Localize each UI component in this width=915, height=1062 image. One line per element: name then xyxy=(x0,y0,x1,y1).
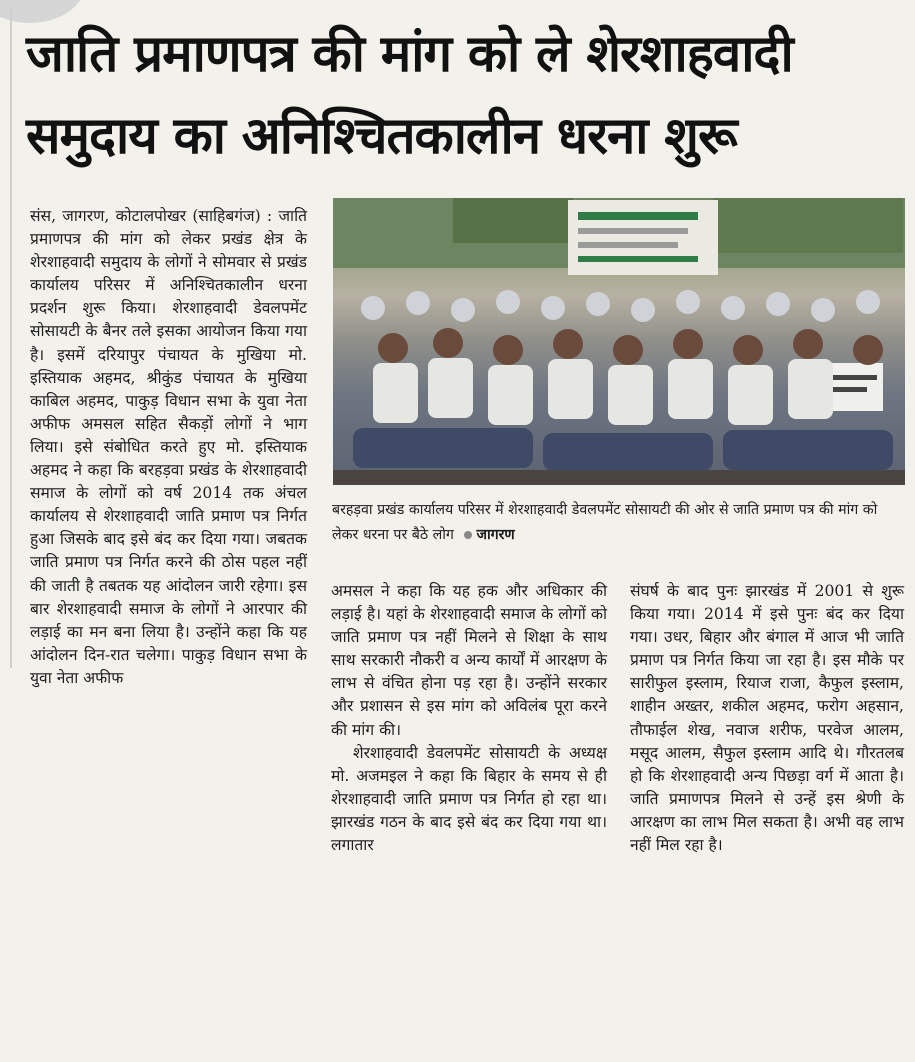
headline xyxy=(26,14,906,178)
photo-caption xyxy=(332,498,907,548)
article-column-1 xyxy=(30,205,307,690)
credit-bullet-icon xyxy=(464,531,472,539)
article-column-2 xyxy=(331,580,607,857)
headline-line-2: समुदाय का अनिश्चितकालीन धरना शुरू xyxy=(26,107,737,166)
article-column-3 xyxy=(630,580,904,857)
article-paragraph: अमसल ने कहा कि यह हक और अधिकार की लड़ाई है। यहां के शेरशाहवादी समाज के लोगों को जाति प्रमाण पत्र नहीं मिलने से शिक्षा के साथ साथ सरकारी नौकरी व अन्य कार्यों में आरक्षण के लाभ से वंचित होना पड़ रहा है। उन्होंने सरकार और प्रशासन से इस मांग को अविलंब पूरा करने की मांग की। xyxy=(331,582,607,739)
protest-photo-illustration xyxy=(333,198,905,485)
article-paragraph: संघर्ष के बाद पुनः झारखंड में 2001 से शुरू किया गया। 2014 में इसे पुनः बंद कर दिया गया। उधर, बिहार और बंगाल में आज भी जाति प्रमाण पत्र निर्गत किया जा रहा है। इस मौके पर सारीफुल इस्लाम, रियाज राजा, कैफुल इस्लाम, शाहीन अख्तर, शकील अहमद, फरोग अहसान, तौफाईल शेख, नवाज शरीफ, परवेज आलम, मसूद आलम, सैफुल इस्लाम आदि थे। गौरतलब हो कि शेरशाहवादी अन्य पिछड़ा वर्ग में आता है। जाति प्रमाणपत्र मिलने से उन्हें इस श्रेणी के आरक्षण का लाभ मिल सकता है। अभी वह लाभ नहीं मिल रहा है। xyxy=(630,582,904,855)
column-divider xyxy=(10,8,12,668)
protest-photo xyxy=(333,198,905,485)
article-paragraph: शेरशाहवादी डेवलपमेंट सोसायटी के अध्यक्ष मो. अजमइल ने कहा कि बिहार के समय से ही शेरशाहवादी जाति प्रमाण पत्र निर्गत हो रहा था। झारखंड गठन के बाद इसे बंद कर दिया गया था। लगातार xyxy=(331,743,607,855)
headline-line-1: जाति प्रमाणपत्र की मांग को ले शेरशाहवादी xyxy=(26,25,793,84)
photo-caption-text: बरहड़वा प्रखंड कार्यालय परिसर में शेरशाहवादी डेवलपमेंट सोसायटी की ओर से जाति प्रमाण पत्र की मांग को लेकर धरना पर बैठे लोग xyxy=(332,502,878,543)
article-paragraph: संस, जागरण, कोटालपोखर (साहिबगंज) : जाति प्रमाणपत्र की मांग को लेकर प्रखंड क्षेत्र के शेरशाहवादी समुदाय के लोगों ने सोमवार से प्रखंड कार्यालय परिसर में अनिश्चितकालीन धरना प्रदर्शन शुरू किया। शेरशाहवादी डेवलपमेंट सोसायटी के बैनर तले इसका आयोजन किया गया है। इसमें दरियापुर पंचायत के मुखिया मो. इस्तियाक अहमद, श्रीकुंड पंचायत के मुखिया काबिल अहमद, पाकुड़ विधान सभा के युवा नेता अफीफ अमसल सहित सैकड़ों लोगों ने भाग लिया। इसे संबोधित करते हुए मो. इस्तियाक अहमद ने कहा कि बरहड़वा प्रखंड के शेरशाहवादी समाज के लोगों को वर्ष 2014 तक अंचल कार्यालय से शेरशाहवादी जाति प्रमाण पत्र निर्गत हुआ जिसके बाद इसे बंद कर दिया गया। जबतक जाति प्रमाण पत्र निर्गत करने की ठोस पहल नहीं की जाती है तबतक यह आंदोलन जारी रहेगा। इस बार शेरशाहवादी समाज के लोगों ने आरपार की लड़ाई का मन बना लिया है। उन्होंने कहा कि यह आंदोलन दिन-रात चलेगा। पाकुड़ विधान सभा के युवा नेता अफीफ xyxy=(30,207,307,687)
photo-credit: जागरण xyxy=(476,527,515,543)
